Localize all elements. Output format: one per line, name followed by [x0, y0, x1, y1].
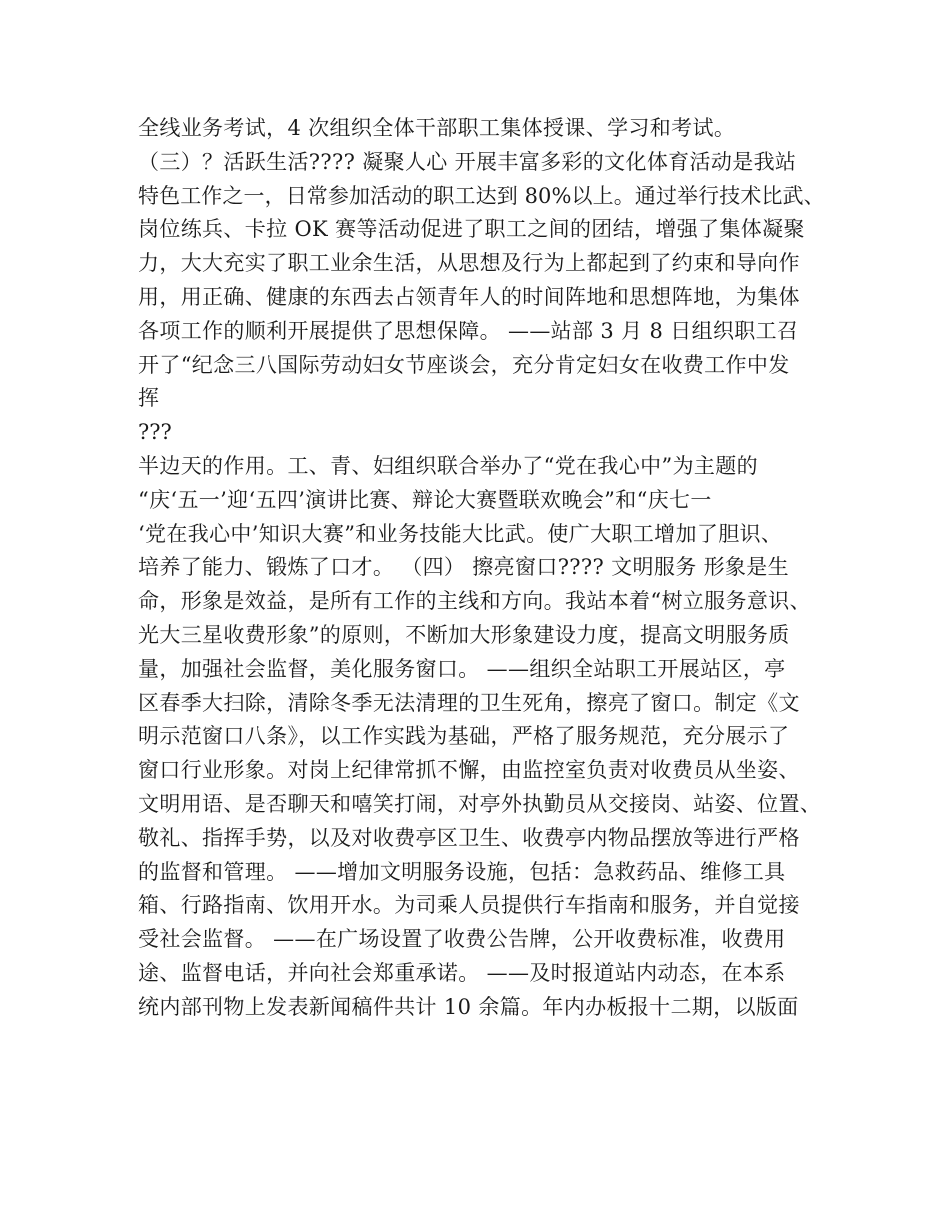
text-line: 各项工作的顺利开展提供了思想保障。 ——站部 3 月 8 日组织职工召 [138, 318, 799, 343]
text-line: （三）？活跃生活???? 凝聚人心 开展丰富多彩的文化体育活动是我站 [138, 149, 797, 174]
text-line: 文明用语、是否聊天和嘻笑打闹，对亭外执勤员从交接岗、站姿、位置、 [138, 791, 822, 816]
text-line: 途、监督电话，并向社会郑重承诺。 ——及时报道站内动态，在本系 [138, 960, 786, 985]
text-line: 受社会监督。 ——在广场设置了收费公告牌，公开收费标准，收费用 [138, 927, 786, 952]
text-line: 开了“纪念三八国际劳动妇女节座谈会，充分肯定妇女在收费工作中发 [138, 352, 790, 377]
text-line: 光大三星收费形象”的原则，不断加大形象建设力度，提高文明服务质 [138, 622, 790, 647]
text-line: 力，大大充实了职工业余生活，从思想及行为上都起到了约束和导向作 [138, 251, 800, 276]
text-line: 命，形象是效益，是所有工作的主线和方向。我站本着“树立服务意识、 [138, 589, 811, 614]
text-line: 窗口行业形象。对岗上纪律常抓不懈，由监控室负责对收费员从坐姿、 [138, 758, 800, 783]
text-line: 明示范窗口八条》，以工作实践为基础，严格了服务规范，充分展示了 [138, 724, 790, 749]
text-line: 岗位练兵、卡拉 OK 赛等活动促进了职工之间的团结，增强了集体凝聚 [138, 217, 805, 242]
text-line: ‘党在我心中’知识大赛”和业务技能大比武。使广大职工增加了胆识、 [138, 521, 783, 546]
text-line: 半边天的作用。工、青、妇组织联合举办了“党在我心中”为主题的 [138, 453, 758, 478]
text-line: 的监督和管理。 ——增加文明服务设施，包括：急救药品、维修工具 [138, 859, 786, 884]
text-line: 挥 [138, 386, 159, 411]
text-line: 区春季大扫除，清除冬季无法清理的卫生死角，擦亮了窗口。制定《文 [138, 690, 800, 715]
text-line: 用，用正确、健康的东西去占领青年人的时间阵地和思想阵地，为集体 [138, 284, 800, 309]
text-line: 全线业务考试，4 次组织全体干部职工集体授课、学习和考试。 [138, 116, 736, 140]
text-line: 箱、行路指南、饮用开水。为司乘人员提供行车指南和服务，并自觉接 [138, 893, 800, 918]
text-line: “庆‘五一’迎‘五四’演讲比赛、辩论大赛暨联欢晚会”和“庆七一 [138, 487, 712, 512]
text-line: 统内部刊物上发表新闻稿件共计 10 余篇。年内办板报十二期，以版面 [138, 994, 799, 1019]
text-line: 培养了能力、锻炼了口才。 （四） 擦亮窗口???? 文明服务 形象是生 [138, 555, 789, 580]
text-line: 量，加强社会监督，美化服务窗口。 ——组织全站职工开展站区，亭 [138, 656, 786, 681]
document-page [138, 112, 828, 1025]
text-line: 敬礼、指挥手势，以及对收费亭区卫生、收费亭内物品摆放等进行严格 [138, 825, 800, 850]
text-line: ??? [138, 420, 172, 445]
text-line: 特色工作之一，日常参加活动的职工达到 80%以上。通过举行技术比武、 [138, 183, 825, 208]
